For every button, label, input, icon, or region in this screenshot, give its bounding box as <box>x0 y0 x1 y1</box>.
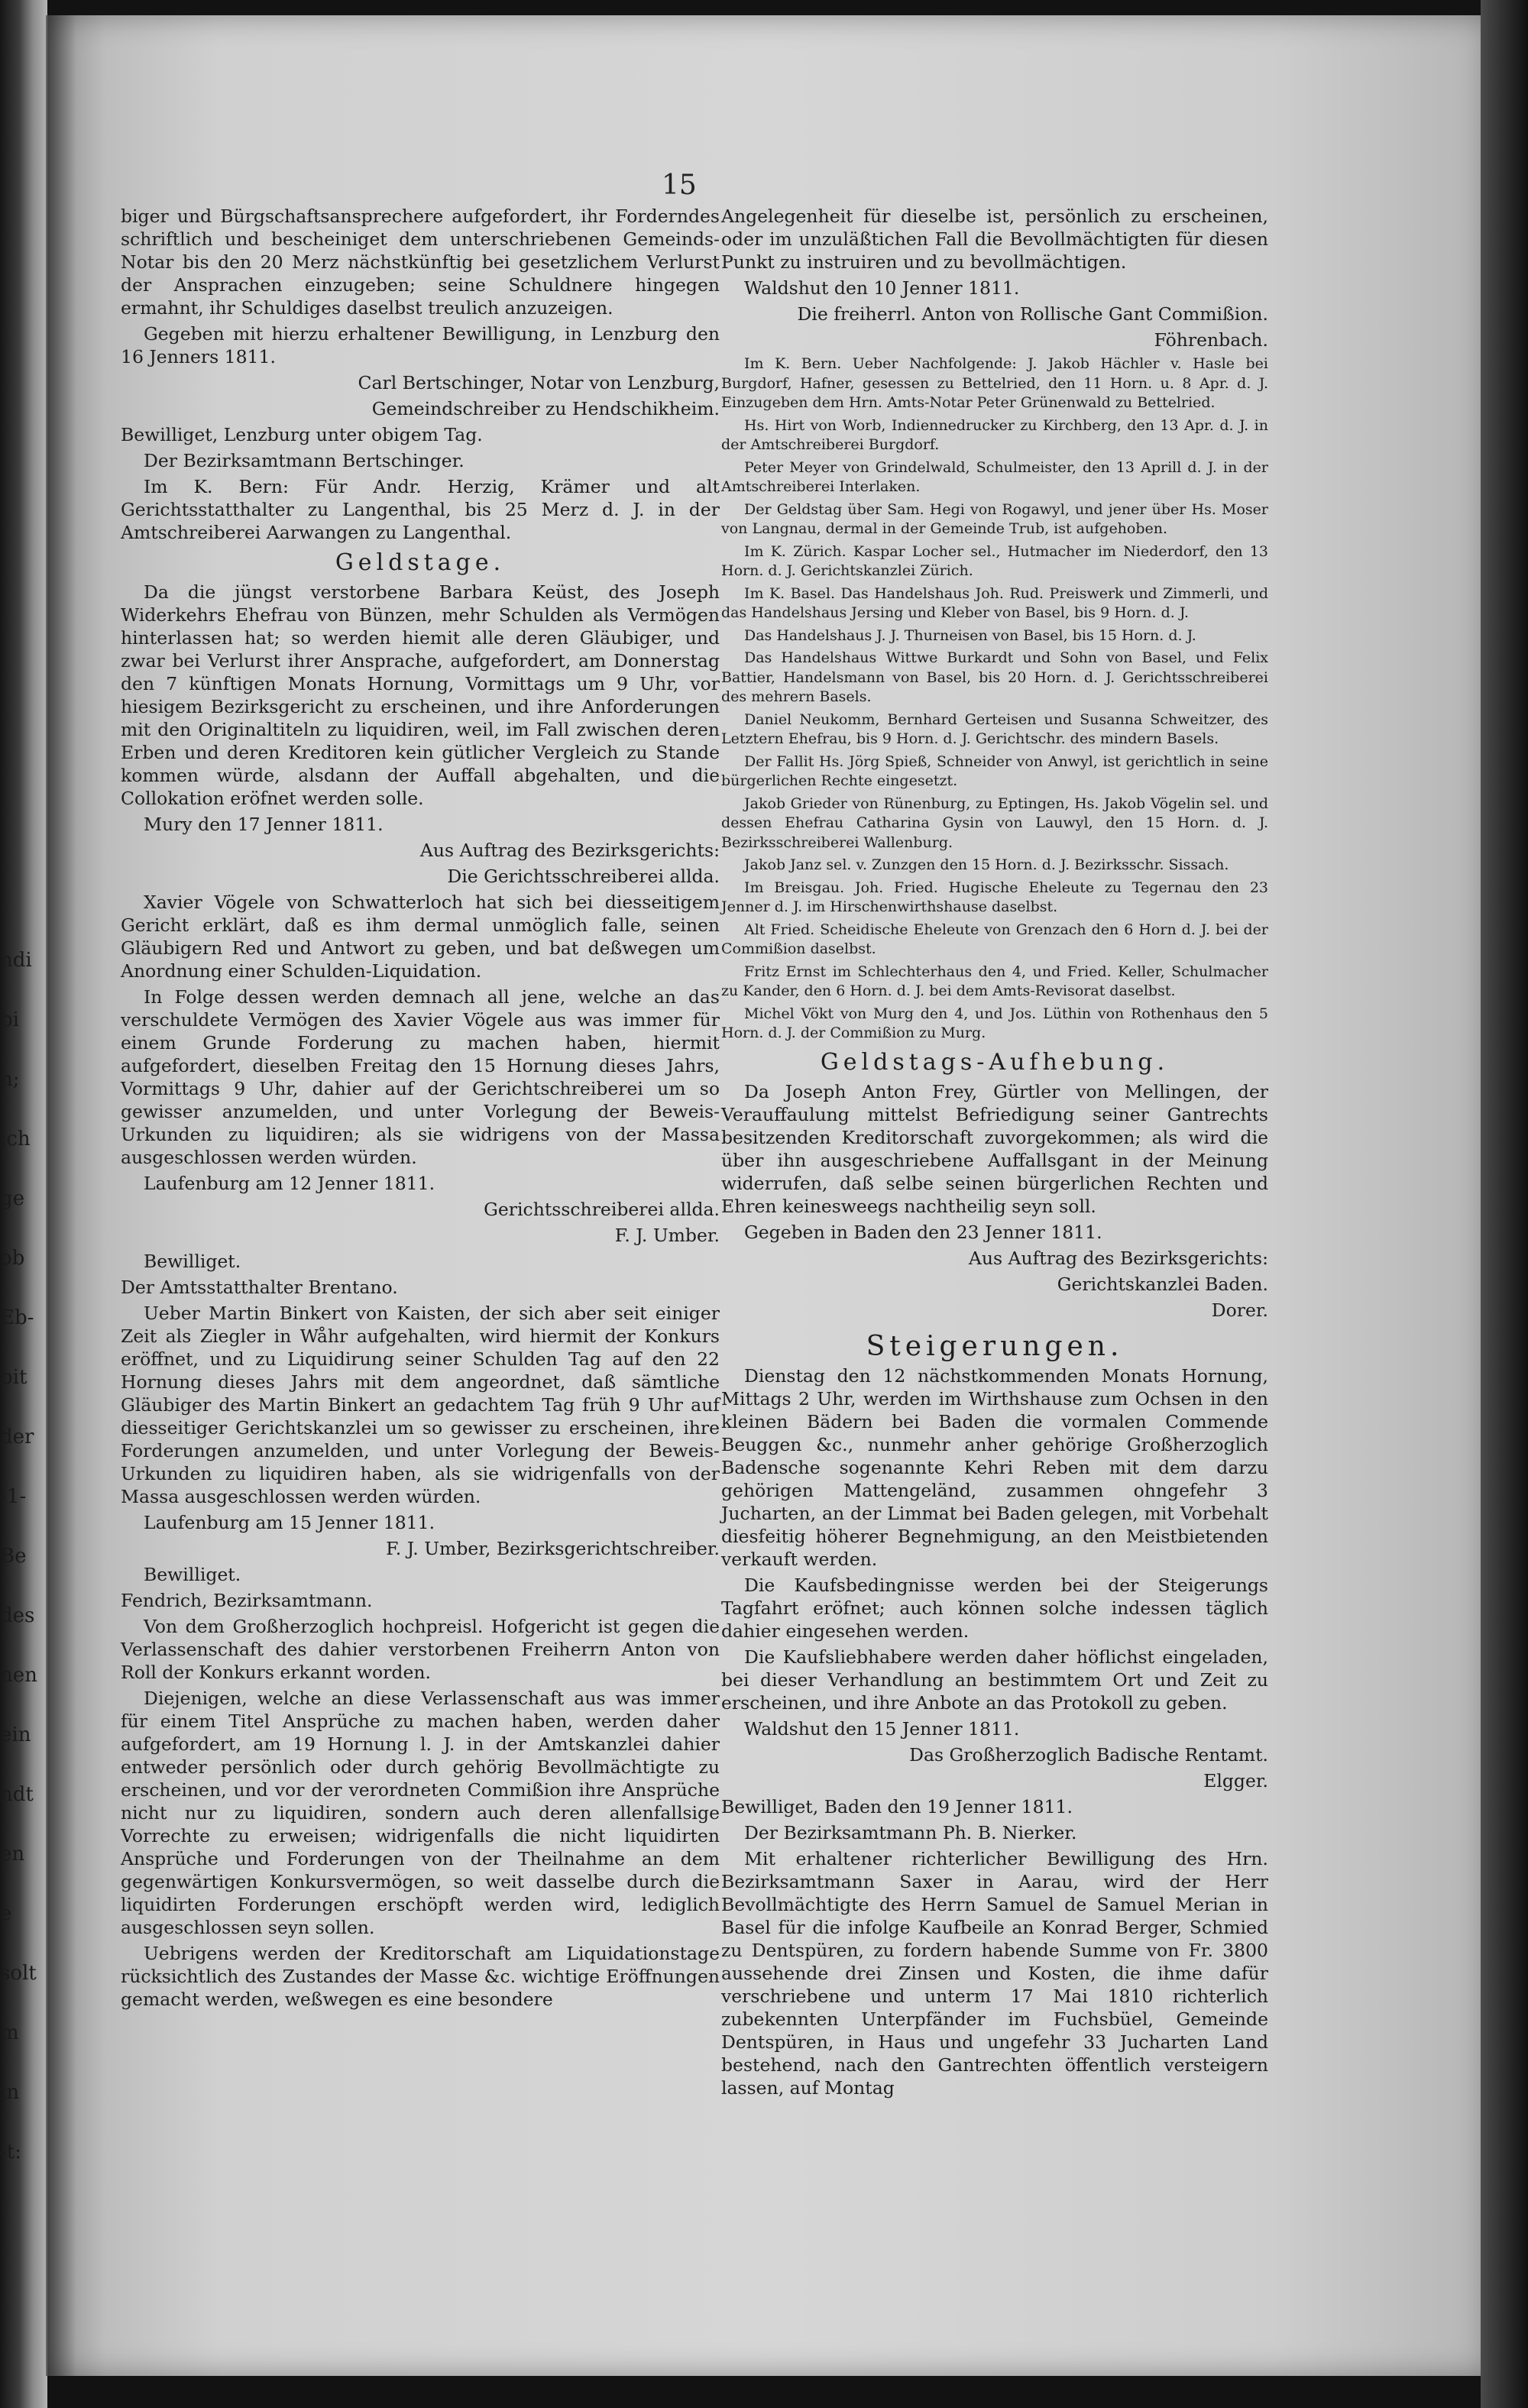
paragraph: Laufenburg am 12 Jenner 1811. <box>144 1173 435 1194</box>
paragraph: Der Bezirksamtmann Bertschinger. <box>144 450 465 471</box>
notice-entry: Peter Meyer von Grindelwald, Schulmeister, den 13 Aprill d. J. in der Amtschreiberei Interlaken. <box>721 458 1268 495</box>
paragraph: Laufenburg am 15 Jenner 1811. <box>144 1512 435 1533</box>
section-heading: Geldstage. <box>335 549 506 576</box>
signature-line: Das Großherzoglich Badische Rentamt. <box>909 1743 1268 1766</box>
paragraph: Da die jüngst verstorbene Barbara Keüst, des Joseph Widerkehrs Ehefrau von Bünzen, mehr Schulden als Vermögen hinterlassen hat; so werden hiemit alle deren Gläubiger, und zwar bei Verlurst ihrer Ansprache, aufgefordert, am Donnerstag den 7 künftigen Monats Hornung, Vormittags um 9 Uhr, vor hiesigem Bezirksgericht zu erscheinen, und ihre Anforderungen mit den Originaltiteln zu liquidiren, weil, im Fall zwischen deren Erben und deren Kreditoren kein gütlicher Vergleich zu Stande kommen würde, alsdann der Auffall abgehalten, und die Collokation eröfnet werden solle. <box>121 581 720 809</box>
paragraph: Die Kaufsbedingnisse werden bei der Steigerungs Tagfahrt eröfnet; auch können solche indessen täglich dahier eingesehen werden. <box>721 1574 1268 1642</box>
paragraph: Der Amtsstatthalter Brentano. <box>121 1277 398 1298</box>
notice-entry: Alt Fried. Scheidische Eheleute von Grenzach den 6 Horn d. J. bei der Commißion daselbst. <box>721 921 1268 957</box>
margin-fragment: m <box>0 2021 19 2044</box>
paragraph: Dienstag den 12 nächstkommenden Monats Hornung, Mittags 2 Uhr, werden im Wirthshause zum Ochsen in den kleinen Bädern bei Baden die vormalen Commende Beuggen &c., nunmehr anher gehörige Großherzoglich Badensche sogenannte Kehri Reben mit dem darzu gehörigen Mattengeländ, zusammen ohngefehr 3 Jucharten, an der Limmat bei Baden gelegen, mit Vorbehalt diesfeitig höherer Begnehmigung, an den Meistbietenden verkauft werden. <box>721 1364 1268 1570</box>
signature-line: Aus Auftrag des Bezirksgerichts: <box>968 1247 1268 1269</box>
margin-fragment: ndt <box>0 1783 34 1806</box>
signature-line: Gemeindschreiber zu Hendschikheim. <box>371 398 720 419</box>
paragraph: Mit erhaltener richterlicher Bewilligung des Hrn. Bezirksamtmann Saxer in Aarau, wird der Herr Bevollmächtigte des Herrn Samuel de Samuel Merian in Basel für die infolge Kaufbeile an Konrad Berger, Schmied zu Dentspüren, zu fordern habende Summe von Fr. 3800 aussehende drei Zinsen und Kosten, die ihme dafür verschriebene und unterm 17 Mai 1810 richterlich zubekennten Unterpfänder im Fuchsbüel, Gemeinde Dentspüren, in Haus und ungefehr 33 Jucharten Land bestehend, nach den Gantrechten öffentlich versteigern lassen, auf Montag <box>721 1847 1268 2099</box>
paragraph: Uebrigens werden der Kreditorschaft am Liquidationstage rücksichtlich des Zustandes der Masse &c. wichtige Eröffnungen gemacht werden, weßwegen es eine besondere <box>121 1943 720 2010</box>
signature-line: Aus Auftrag des Bezirksgerichts: <box>419 840 720 861</box>
paragraph: Fendrich, Bezirksamtmann. <box>121 1590 373 1611</box>
notice-entry: Das Handelshaus Wittwe Burkardt und Sohn von Basel, und Felix Battier, Handelsmann von Basel, bis 20 Horn. d. J. Gerichtsschreiberei des mehrern Basels. <box>721 649 1268 705</box>
paragraph: biger und Bürgschaftsansprechere aufgefordert, ihr Forderndes schriftlich und bescheiniget dem unterschriebenen Gemeinds-Notar bis den 20 Merz nächstkünftig bei gesetzlichem Verlurst der Ansprachen einzugeben; seine Schuldnere hingegen ermahnt, ihr Schuldiges daselbst treulich anzuzeigen. <box>121 206 720 319</box>
notice-entry: Daniel Neukomm, Bernhard Gerteisen und Susanna Schweitzer, des Letztern Ehefrau, bis 9 Horn. d. J. Gerichtschr. des mindern Basels. <box>721 710 1268 747</box>
paragraph: Xavier Vögele von Schwatterloch hat sich bei diesseitigem Gericht erklärt, daß es ihm dermal unmöglich falle, seinen Gläubigern Red und Antwort zu geben, und bat deßwegen um Anordnung einer Schulden-Liquidation. <box>121 892 720 982</box>
paragraph: Waldshut den 15 Jenner 1811. <box>744 1717 1020 1740</box>
margin-fragment: n; <box>0 1068 20 1091</box>
margin-fragment: ge <box>0 1187 25 1210</box>
margin-fragment: des <box>0 1604 35 1627</box>
signature-line: Elgger. <box>1203 1769 1268 1791</box>
paragraph: Von dem Großherzoglich hochpreisl. Hofgericht ist gegen die Verlassenschaft des dahier verstorbenen Freiherrn Anton von Roll der Konkurs erkannt worden. <box>121 1616 720 1683</box>
margin-fragment: der <box>0 1426 34 1448</box>
notice-entry: Michel Vökt von Murg den 4, und Jos. Lüthin von Rothenhaus den 5 Horn. d. J. der Commißion zu Murg. <box>721 1005 1268 1041</box>
margin-fragment: ob <box>0 1247 25 1270</box>
binding-shadow <box>46 15 76 2376</box>
paragraph: Bewilliget, Baden den 19 Jenner 1811. <box>721 1795 1073 1817</box>
paragraph: Gegeben mit hierzu erhaltener Bewilligung, in Lenzburg den 16 Jenners 1811. <box>121 323 720 367</box>
paragraph: Im K. Bern: Für Andr. Herzig, Krämer und alt Gerichtsstatthalter zu Langenthal, bis 25 Merz d. J. in der Amtschreiberei Aarwangen zu Langenthal. <box>121 476 720 543</box>
margin-fragment: Be <box>0 1545 27 1568</box>
signature-line: F. J. Umber, Bezirksgerichtschreiber. <box>386 1538 720 1559</box>
margin-fragment: bit <box>0 1366 28 1389</box>
notice-entry: Jakob Grieder von Rünenburg, zu Eptingen, Hs. Jakob Vögelin sel. und dessen Ehefrau Catharina Gysin von Lauwyl, den 15 Horn. d. J. Bezirksschreiberei Wallenburg. <box>721 795 1268 851</box>
paragraph: Diejenigen, welche an diese Verlassenschaft aus was immer für einem Titel Ansprüche zu machen haben, werden daher aufgefordert, am 19 Hornung l. J. in der Amtskanzlei dahier entweder persönlich oder durch gehörig Bevollmächtigte zu erscheinen, und vor der verordneten Commißion ihre Ansprüche nicht nur zu liquidiren, sondern auch deren allenfallsige Vorrechte zu erweisen; widrigenfalls die nicht liquidirten Ansprüche und Forderungen von der Theilnahme an dem gegenwärtigen Konkursvermögen, so weit dasselbe durch die liquidirten Forderungen erschöpft werden wird, lediglich ausgeschlossen seyn sollen. <box>121 1688 720 1938</box>
paragraph: Da Joseph Anton Frey, Gürtler von Mellingen, der Verauffaulung mittelst Befriedigung seiner Gantrechts besitzenden Kreditorschaft zuvorgekommen; als wird die über ihn ausgeschriebene Auffallsgant in der Meinung widerrufen, daß selbe seinen bürgerlichen Rechten und Ehren keinesweegs nachtheilig seyn soll. <box>721 1080 1268 1217</box>
right-column <box>721 205 1268 2102</box>
margin-fragment: ndi <box>0 949 32 972</box>
margin-fragment: bi <box>0 1008 19 1031</box>
paragraph: Bewilliget. <box>144 1564 241 1585</box>
notice-entry: Fritz Ernst im Schlechterhaus den 4, und Fried. Keller, Schulmacher zu Kander, den 6 Horn. d. J. bei dem Amts-Revisorat daselbst. <box>721 963 1268 999</box>
paragraph: Gegeben in Baden den 23 Jenner 1811. <box>744 1221 1102 1243</box>
margin-fragment: in <box>0 2081 20 2104</box>
notice-entry: Im K. Bern. Ueber Nachfolgende: J. Jakob Hächler v. Hasle bei Burgdorf, Hafner, gesessen zu Bettelried, den 11 Horn. u. 8 Apr. d. J. Einzugeben dem Hrn. Amts-Notar Peter Grünenwald zu Bettelried. <box>721 355 1268 411</box>
notice-entry: Im Breisgau. Joh. Fried. Hugische Eheleute zu Tegernau den 23 Jenner d. J. im Hirschenwirthshause daselbst. <box>721 879 1268 915</box>
notice-entry: Der Geldstag über Sam. Hegi von Rogawyl, und jener über Hs. Moser von Langnau, dermal in der Gemeinde Trub, ist aufgehoben. <box>721 500 1268 537</box>
section-heading: Geldstags-Aufhebung. <box>820 1048 1170 1076</box>
paragraph: Ueber Martin Binkert von Kaisten, der sich aber seit einiger Zeit als Ziegler in Wåhr aufgehalten, wird hiermit der Konkurs eröffnet, und zu Liquidirung seiner Schulden Tag auf den 22 Hornung dieses Jahrs mit dem angeordnet, daß sämtliche Gläubiger des Martin Binkert an gedachtem Tag früh 9 Uhr auf diesseitiger Gerichtskanzlei um so gewisser zu erscheinen, ihre Forderungen anzumelden, und unter Vorlegung der Beweis-Urkunden zu liquidiren haben, als sie widrigenfalls von der Massa ausgeschlossen werden würden. <box>121 1303 720 1507</box>
notice-entry: Das Handelshaus J. J. Thurneisen von Basel, bis 15 Horn. d. J. <box>744 626 1196 644</box>
left-column <box>121 205 720 2014</box>
notice-entry: Jakob Janz sel. v. Zunzgen den 15 Horn. d. J. Bezirksschr. Sissach. <box>744 856 1229 873</box>
margin-fragment: en <box>0 1843 25 1866</box>
margin-fragment: nen <box>0 1664 37 1687</box>
paragraph: Der Bezirksamtmann Ph. B. Nierker. <box>744 1821 1077 1843</box>
margin-fragment: Eb- <box>0 1306 34 1329</box>
section-heading: Steigerungen. <box>866 1330 1124 1362</box>
signature-line: Föhrenbach. <box>1154 329 1268 351</box>
page-number: 15 <box>662 170 697 201</box>
notice-entry: Im K. Basel. Das Handelshaus Joh. Rud. Preiswerk und Zimmerli, und das Handelshaus Jersing und Kleber von Basel, bis 9 Horn. d. J. <box>721 584 1268 621</box>
signature-line: Dorer. <box>1211 1299 1268 1321</box>
signature-line: Gerichtskanzlei Baden. <box>1057 1273 1268 1295</box>
paragraph: In Folge dessen werden demnach all jene, welche an das verschuldete Vermögen des Xavier Vögele aus was immer für einem Grunde Forderung zu machen haben, hiermit aufgefordert, dieselben Freitag den 15 Hornung dieses Jahrs, Vormittags 9 Uhr, dahier auf der Gerichtschreiberei um so gewisser anzumelden, und unter Vorlegung der Beweis-Urkunden zu liquidiren; als sie widrigens von der Massa ausgeschlossen werden würden. <box>121 986 720 1168</box>
paragraph: Angelegenheit für dieselbe ist, persönlich zu erscheinen, oder im unzuläßtichen Fall die Bevollmächtigten für diesen Punkt zu instruiren und zu bevollmächtigen. <box>721 206 1268 273</box>
signature-line: Die Gerichtsschreiberei allda. <box>447 866 720 887</box>
signature-line: Carl Bertschinger, Notar von Lenzburg, <box>358 372 720 393</box>
margin-fragment: solt <box>0 1962 37 1985</box>
paragraph: Bewilliget. <box>144 1251 241 1272</box>
margin-fragment: -t: <box>0 2141 21 2164</box>
signature-line: F. J. Umber. <box>614 1225 720 1246</box>
paragraph: Die Kaufsliebhabere werden daher höflichst eingeladen, bei dieser Verhandlung an bestimmtem Ort und Zeit zu erscheinen, und ihre Anbote an das Protokoll zu geben. <box>721 1646 1268 1714</box>
margin-fragment: ich <box>0 1128 31 1151</box>
paragraph: Waldshut den 10 Jenner 1811. <box>744 277 1020 299</box>
margin-fragment: e <box>0 1902 12 1925</box>
signature-line: Die freiherrl. Anton von Rollische Gant Commißion. <box>797 303 1268 325</box>
paragraph: Mury den 17 Jenner 1811. <box>144 814 384 835</box>
notice-entry: Hs. Hirt von Worb, Indiennedrucker zu Kirchberg, den 13 Apr. d. J. in der Amtschreiberei Burgdorf. <box>721 416 1268 453</box>
notice-entry: Im K. Zürich. Kaspar Locher sel., Hutmacher im Niederdorf, den 13 Horn. d. J. Gerichtskanzlei Zürich. <box>721 542 1268 579</box>
right-dark-edge <box>1481 0 1528 2408</box>
margin-fragment: ein <box>0 1723 31 1746</box>
paragraph: Bewilliget, Lenzburg unter obigem Tag. <box>121 424 483 445</box>
notice-entry: Der Fallit Hs. Jörg Spieß, Schneider von Anwyl, ist gerichtlich in seine bürgerlichen Rechte eingesetzt. <box>721 752 1268 789</box>
signature-line: Gerichtsschreiberei allda. <box>484 1199 720 1220</box>
margin-fragment: -1- <box>0 1485 27 1508</box>
